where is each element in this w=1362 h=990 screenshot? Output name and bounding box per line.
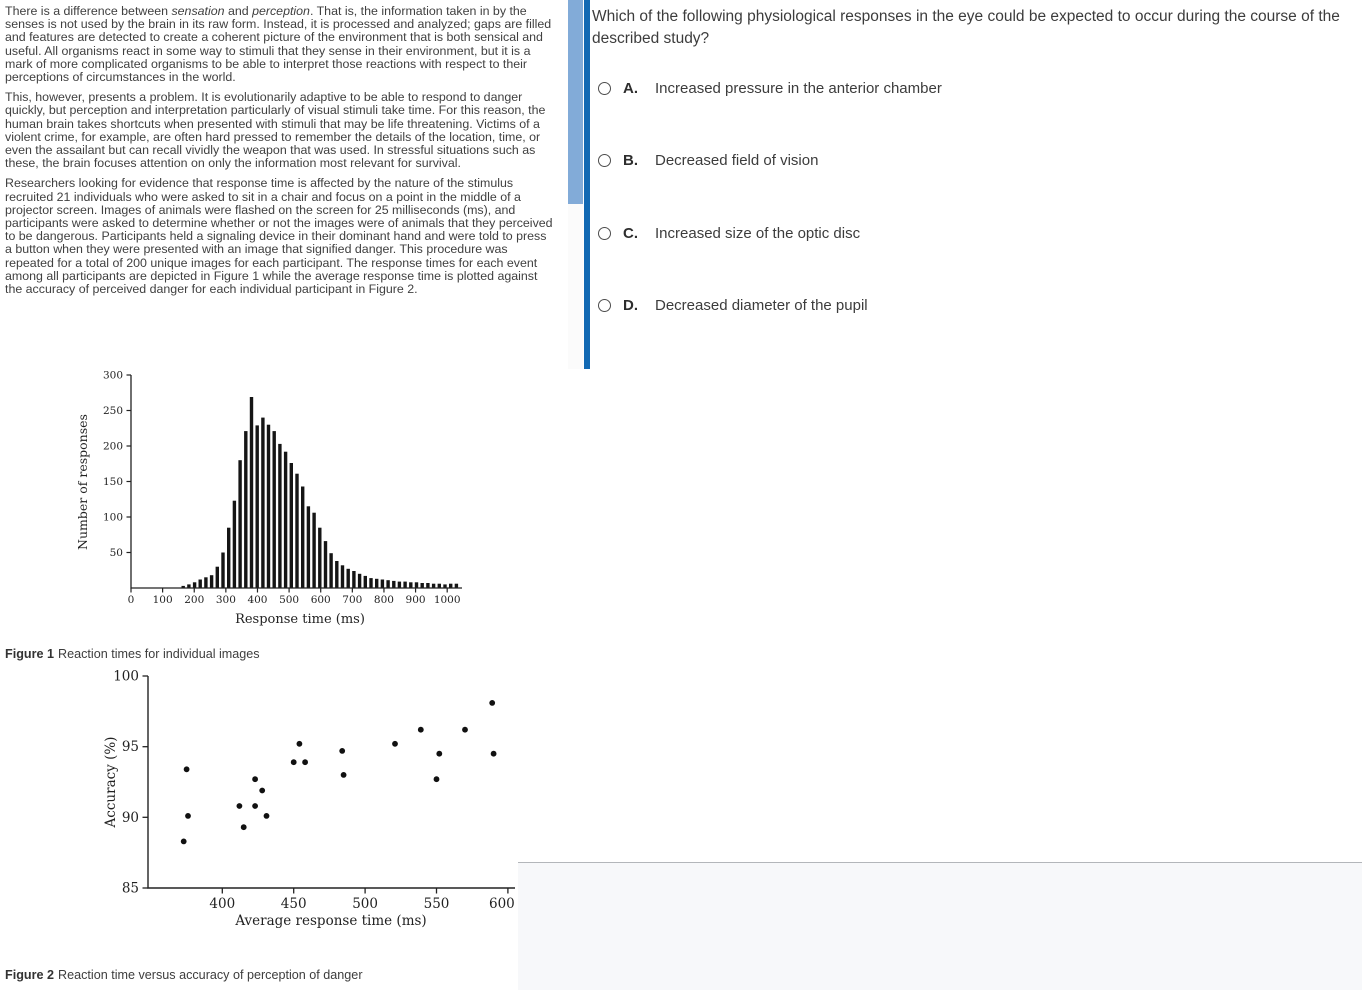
bottom-panel [518,862,1362,990]
option-text-c: Increased size of the optic disc [655,225,861,242]
svg-text:1000: 1000 [433,594,461,606]
svg-text:400: 400 [209,896,236,912]
italic-term-sensation: sensation [171,4,225,18]
answer-option-a[interactable] [598,80,942,97]
svg-text:85: 85 [121,880,139,897]
option-letter-a: A. [623,80,638,97]
svg-text:Number of responses: Number of responses [75,414,90,550]
svg-text:500: 500 [279,594,300,606]
svg-text:200: 200 [102,440,123,453]
answer-option-d[interactable] [598,297,868,314]
option-text-a: Increased pressure in the anterior chamber [655,80,942,97]
svg-text:50: 50 [109,547,123,559]
figure2-scatter [95,662,525,947]
svg-text:95: 95 [121,739,139,756]
svg-text:0: 0 [127,594,135,606]
radio-option-a[interactable] [598,82,611,95]
figure1-caption-text: Reaction times for individual images [58,647,260,661]
passage-paragraph-1: There is a difference between sensation and perception. That is, the information taken in by the senses is not used by the brain in its raw form. Instead, it is processed and analyzed; gaps are filled and features are detected to create a coherent picture of the environment that is both sensical and useful. All organisms react in some way to stimuli that they sense in their environment, but it is a mark of more complicated organisms to be able to interpret those reactions with respect to their perceptions of circumstances in the world. [5,4,552,85]
option-letter-c: C. [623,225,638,242]
figure2-caption-label: Figure 2 [5,968,54,982]
radio-option-c[interactable] [598,227,611,240]
passage-panel [5,5,556,303]
option-text-b: Decreased field of vision [655,152,819,169]
svg-text:Average response time (ms): Average response time (ms) [235,913,427,929]
passage-scrollbar-thumb[interactable] [568,0,583,204]
answer-option-b[interactable] [598,152,818,169]
passage-paragraph-3: Researchers looking for evidence that response time is affected by the nature of the stimulus recruited 21 individuals who were asked to sit in a chair and focus on a point in the middle of a projector screen. Images of animals were flashed on the screen for 25 milliseconds (ms), and participants were asked to determine whether or not the images were of animals that they perceived to be dangerous. Participants held a signaling device in their dominant hand and were told to press a button when they were presented with an image that signified danger. This procedure was repeated for a total of 200 unique images for each participant. The response times for each event among all participants are depicted in Figure 1 while the average response time is plotted against the accuracy of perceived danger for each individual participant in Figure 2. [5,176,553,297]
svg-text:100: 100 [113,668,139,685]
svg-text:500: 500 [352,896,378,912]
svg-text:150: 150 [102,476,123,488]
svg-text:400: 400 [247,594,268,606]
svg-text:450: 450 [280,896,307,912]
option-text-d: Decreased diameter of the pupil [655,297,868,314]
figure2-caption [5,968,363,982]
question-stem: Which of the following physiological responses in the eye could be expected to occur during the course of the described study? [592,8,1340,47]
option-letter-d: D. [623,297,638,314]
figure2-caption-text: Reaction time versus accuracy of perception of danger [58,968,363,982]
answer-option-c[interactable] [598,225,860,242]
svg-text:Accuracy (%): Accuracy (%) [103,736,119,828]
figure1-caption-label: Figure 1 [5,647,54,661]
svg-text:600: 600 [489,896,515,912]
question-left-accent-bar [584,0,590,369]
italic-term-perception: perception [252,4,310,18]
radio-option-b[interactable] [598,154,611,167]
passage-scrollbar-track[interactable] [568,0,583,369]
radio-option-d[interactable] [598,299,611,312]
svg-text:Response time (ms): Response time (ms) [235,612,365,627]
figure1-histogram [60,370,480,635]
svg-text:250: 250 [102,405,123,417]
svg-text:900: 900 [405,594,426,606]
svg-text:600: 600 [310,594,331,606]
svg-text:300: 300 [102,370,123,382]
svg-text:800: 800 [373,594,394,606]
svg-text:200: 200 [184,594,205,606]
svg-text:550: 550 [423,896,450,912]
option-letter-b: B. [623,152,638,169]
svg-text:100: 100 [102,511,123,524]
svg-text:90: 90 [121,809,139,826]
passage-paragraph-2: This, however, presents a problem. It is evolutionarily adaptive to be able to respond to danger quickly, but perception and interpretation particularly of visual stimuli take time. For this reason, the human brain takes shortcuts when presented with stimuli that may be life threatening. Victims of a violent crime, for example, are often hard pressed to remember the details of the location, time, or even the assailant but can recall vividly the weapon that was used. In stressful situations such as these, the brain focuses attention on only the information most relevant for survival. [5,90,546,171]
svg-text:100: 100 [152,594,173,606]
figure1-caption [5,647,260,661]
svg-text:700: 700 [342,594,363,606]
svg-text:300: 300 [215,594,236,606]
